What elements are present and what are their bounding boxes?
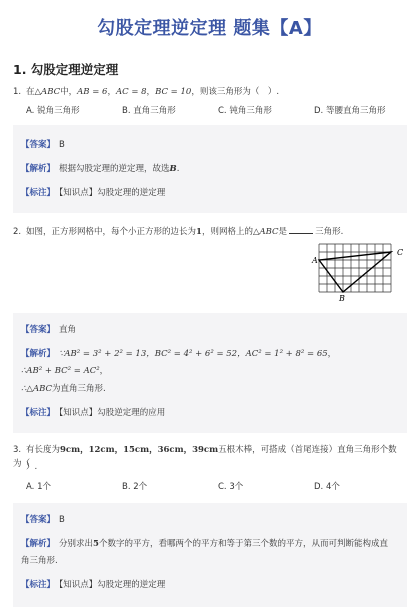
analysis-text: . [176, 164, 180, 174]
analysis-text: ， [99, 366, 109, 376]
answer-value: B [59, 515, 65, 525]
page-title: 勾股定理逆定理 题集【A】 [97, 18, 322, 39]
answer-tag: 【答案】 [21, 515, 56, 525]
analysis-text: 根据勾股定理的逆定理，故选 [59, 164, 170, 174]
analysis-math: ∴AB² + BC² = AC² [21, 366, 100, 376]
label-a: A [312, 256, 318, 265]
math-ab: AB = 6 [77, 87, 108, 97]
q2-solution-box [13, 313, 407, 433]
option-a[interactable]: A. 锐角三角形 [26, 106, 80, 116]
math-triangle: △ABC [252, 227, 279, 237]
option-c[interactable]: C. 钝角三角形 [218, 106, 272, 116]
note-tag: 【标注】 [21, 408, 56, 418]
question-text: ，则该三角形为（ ）. [191, 87, 280, 97]
analysis-text: 分别求出 [59, 539, 94, 549]
analysis-text: 个数字的平方，看哪两个的平方和等于第三个数的平方，从而可判断能构成直 [98, 539, 388, 549]
note-row [21, 187, 165, 200]
triangle-abc [319, 252, 391, 292]
option-d[interactable]: D. 等腰直角三角形 [314, 106, 386, 116]
analysis-tag: 【解析】 [21, 539, 56, 549]
answer-value: 直角 [59, 325, 77, 335]
question-1 [13, 85, 279, 99]
grid-lines [319, 244, 391, 292]
question-3 [13, 443, 405, 471]
option-a[interactable]: A. 1个 [26, 482, 51, 492]
separator: ， [107, 87, 116, 97]
note-row [21, 407, 165, 420]
option-d[interactable]: D. 4个 [314, 482, 340, 492]
analysis-row [21, 365, 108, 378]
analysis-tag: 【解析】 [21, 349, 56, 359]
analysis-math: ，AC² = 1² + 8² = 65 [237, 349, 328, 359]
note-text: 【知识点】勾股定理的逆定理 [59, 188, 166, 198]
answer-row [21, 139, 65, 152]
question-text: 有长度为 [26, 445, 61, 455]
answer-row [21, 514, 65, 527]
option-c[interactable]: C. 3个 [218, 482, 244, 492]
analysis-text: ， [327, 349, 337, 359]
analysis-text: 为直角三角形. [52, 384, 106, 394]
math-bc: BC = 10 [155, 87, 192, 97]
option-b[interactable]: B. 直角三角形 [122, 106, 176, 116]
math-lengths: 9cm，12cm，15cm，36cm，39cm [60, 445, 219, 455]
analysis-tag: 【解析】 [21, 164, 56, 174]
analysis-math: B [169, 164, 177, 174]
answer-tag: 【答案】 [21, 140, 56, 150]
question-text: 如图，正方形网格中，每个小正方形的边长为 [26, 227, 197, 237]
question-text: 三角形. [315, 227, 344, 237]
analysis-row [21, 163, 179, 176]
question-text: ）. [26, 462, 38, 472]
label-b: B [339, 294, 345, 303]
analysis-row [21, 538, 388, 551]
separator: ， [146, 87, 156, 97]
analysis-text: 角三角形. [21, 556, 58, 566]
analysis-row [21, 348, 336, 361]
answer-tag: 【答案】 [21, 325, 56, 335]
answer-value: B [59, 140, 65, 150]
analysis-math: ∵AB² = 3² + 2² = 13 [59, 349, 147, 359]
q3-solution-box [13, 503, 407, 607]
math-one: 1 [196, 227, 202, 237]
question-text: 五根木棒，可搭成（首尾连接）直角三角形个数为（ [13, 445, 397, 469]
question-text: 中， [60, 87, 78, 97]
question-number: 3. [13, 445, 22, 455]
note-tag: 【标注】 [21, 580, 56, 590]
note-text: 【知识点】勾股逆定理的应用 [59, 408, 166, 418]
note-row [21, 579, 165, 592]
analysis-math: 5 [93, 539, 99, 549]
note-tag: 【标注】 [21, 188, 56, 198]
question-number: 2. [13, 227, 22, 237]
question-2 [13, 224, 343, 239]
math-triangle: △ABC [34, 87, 61, 97]
note-text: 【知识点】勾股定理的逆定理 [59, 580, 166, 590]
question-text: 在 [26, 87, 35, 97]
math-ac: AC = 8 [115, 87, 147, 97]
q1-solution-box [13, 125, 407, 213]
question-3-cont [26, 460, 37, 474]
question-text: ，则网格上的 [201, 227, 253, 237]
grid-figure [311, 242, 411, 304]
analysis-math: ∴△ABC [21, 384, 52, 394]
analysis-row [21, 555, 58, 568]
answer-blank[interactable] [289, 224, 313, 234]
analysis-math: ，BC² = 4² + 6² = 52 [146, 349, 238, 359]
answer-row [21, 324, 76, 337]
label-c: C [397, 248, 404, 257]
analysis-row [21, 383, 106, 396]
option-b[interactable]: B. 2个 [122, 482, 148, 492]
question-number: 1. [13, 87, 22, 97]
section-title: 1. 勾股定理逆定理 [13, 62, 119, 77]
question-text: 是 [278, 227, 288, 237]
